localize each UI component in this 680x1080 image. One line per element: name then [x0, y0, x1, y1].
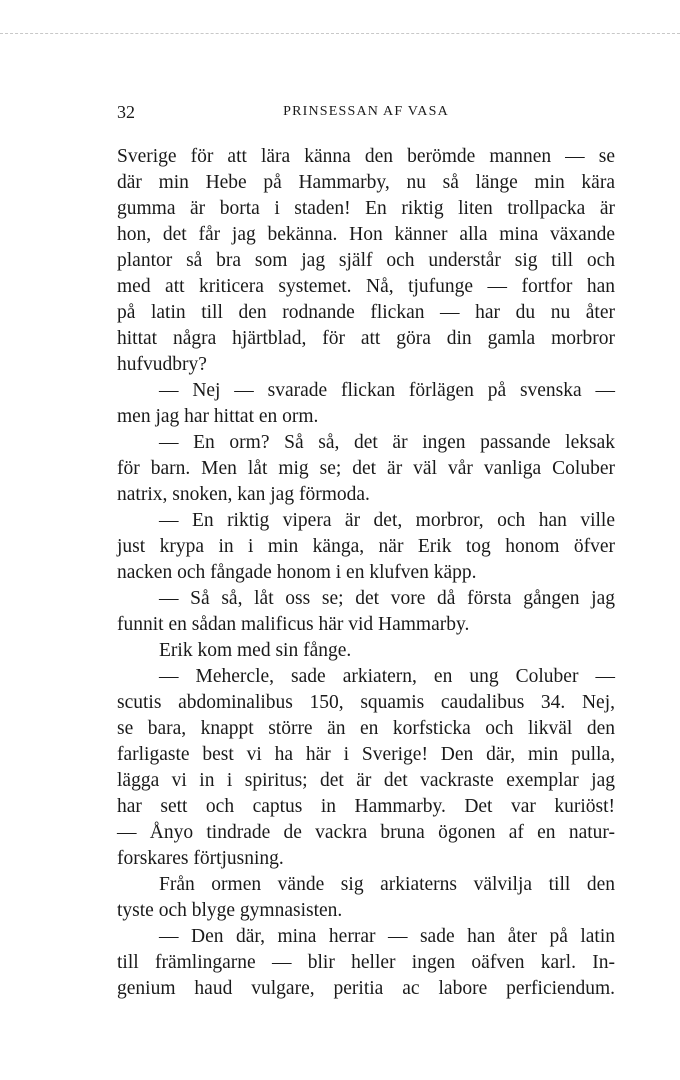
- text-line: — Mehercle, sade arkiatern, en ung Coluber —: [159, 666, 615, 687]
- text-line: funnit en sådan malificus här vid Hammarby.: [117, 614, 470, 635]
- text-line: Från ormen vände sig arkiaterns välvilja till den: [159, 874, 615, 895]
- text-line: plantor så bra som jag själf och understår sig till och: [117, 250, 615, 271]
- text-line: på latin till den rodnande flickan — har du nu åter: [117, 302, 615, 323]
- text-line: lägga vi in i spiritus; det är det vackraste exemplar jag: [117, 770, 615, 791]
- text-line: hon, det får jag bekänna. Hon känner alla mina växande: [117, 224, 615, 245]
- page-number: 32: [117, 102, 135, 122]
- body-text: [117, 144, 615, 1002]
- text-line: gumma är borta i staden! En riktig liten trollpacka är: [117, 198, 615, 219]
- scan-edge-rule: [0, 33, 680, 34]
- text-line: — Nej — svarade flickan förlägen på svenska —: [159, 380, 615, 401]
- page-header: [117, 102, 615, 126]
- text-line: hufvudbry?: [117, 354, 207, 375]
- text-line: farligaste best vi ha här i Sverige! Den där, min pulla,: [117, 744, 615, 765]
- text-line: nacken och fångade honom i en klufven käpp.: [117, 562, 477, 583]
- text-line: natrix, snoken, kan jag förmoda.: [117, 484, 370, 505]
- text-line: — Den där, mina herrar — sade han åter på latin: [159, 926, 615, 947]
- text-line: forskares förtjusning.: [117, 848, 284, 869]
- text-line: har sett och captus in Hammarby. Det var kuriöst!: [117, 796, 615, 817]
- text-line: scutis abdominalibus 150, squamis caudalibus 34. Nej,: [117, 692, 615, 713]
- text-line: Erik kom med sin fånge.: [159, 640, 352, 661]
- text-line: där min Hebe på Hammarby, nu så länge min kära: [117, 172, 615, 193]
- running-title: PRINSESSAN AF VASA: [283, 104, 449, 119]
- text-line: — En orm? Så så, det är ingen passande leksak: [159, 432, 615, 453]
- text-line: Sverige för att lära känna den berömde mannen — se: [117, 146, 615, 167]
- text-line: se bara, knappt större än en korfsticka och likväl den: [117, 718, 615, 739]
- text-line: hittat några hjärtblad, för att göra din gamla morbror: [117, 328, 615, 349]
- text-line: men jag har hittat en orm.: [117, 406, 319, 427]
- text-line: — En riktig vipera är det, morbror, och han ville: [159, 510, 615, 531]
- text-line: — Ånyo tindrade de vackra bruna ögonen af en natur-: [117, 822, 615, 843]
- text-line: tyste och blyge gymnasisten.: [117, 900, 343, 921]
- text-line: med att kriticera systemet. Nå, tjufunge — fortfor han: [117, 276, 615, 297]
- text-line: till främlingarne — blir heller ingen oäfven karl. In-: [117, 952, 615, 973]
- text-line: just krypa in i min känga, när Erik tog honom öfver: [117, 536, 615, 557]
- text-line: för barn. Men låt mig se; det är väl vår vanliga Coluber: [117, 458, 615, 479]
- text-line: — Så så, låt oss se; det vore då första gången jag: [159, 588, 615, 609]
- text-line: genium haud vulgare, peritia ac labore perficiendum.: [117, 978, 615, 999]
